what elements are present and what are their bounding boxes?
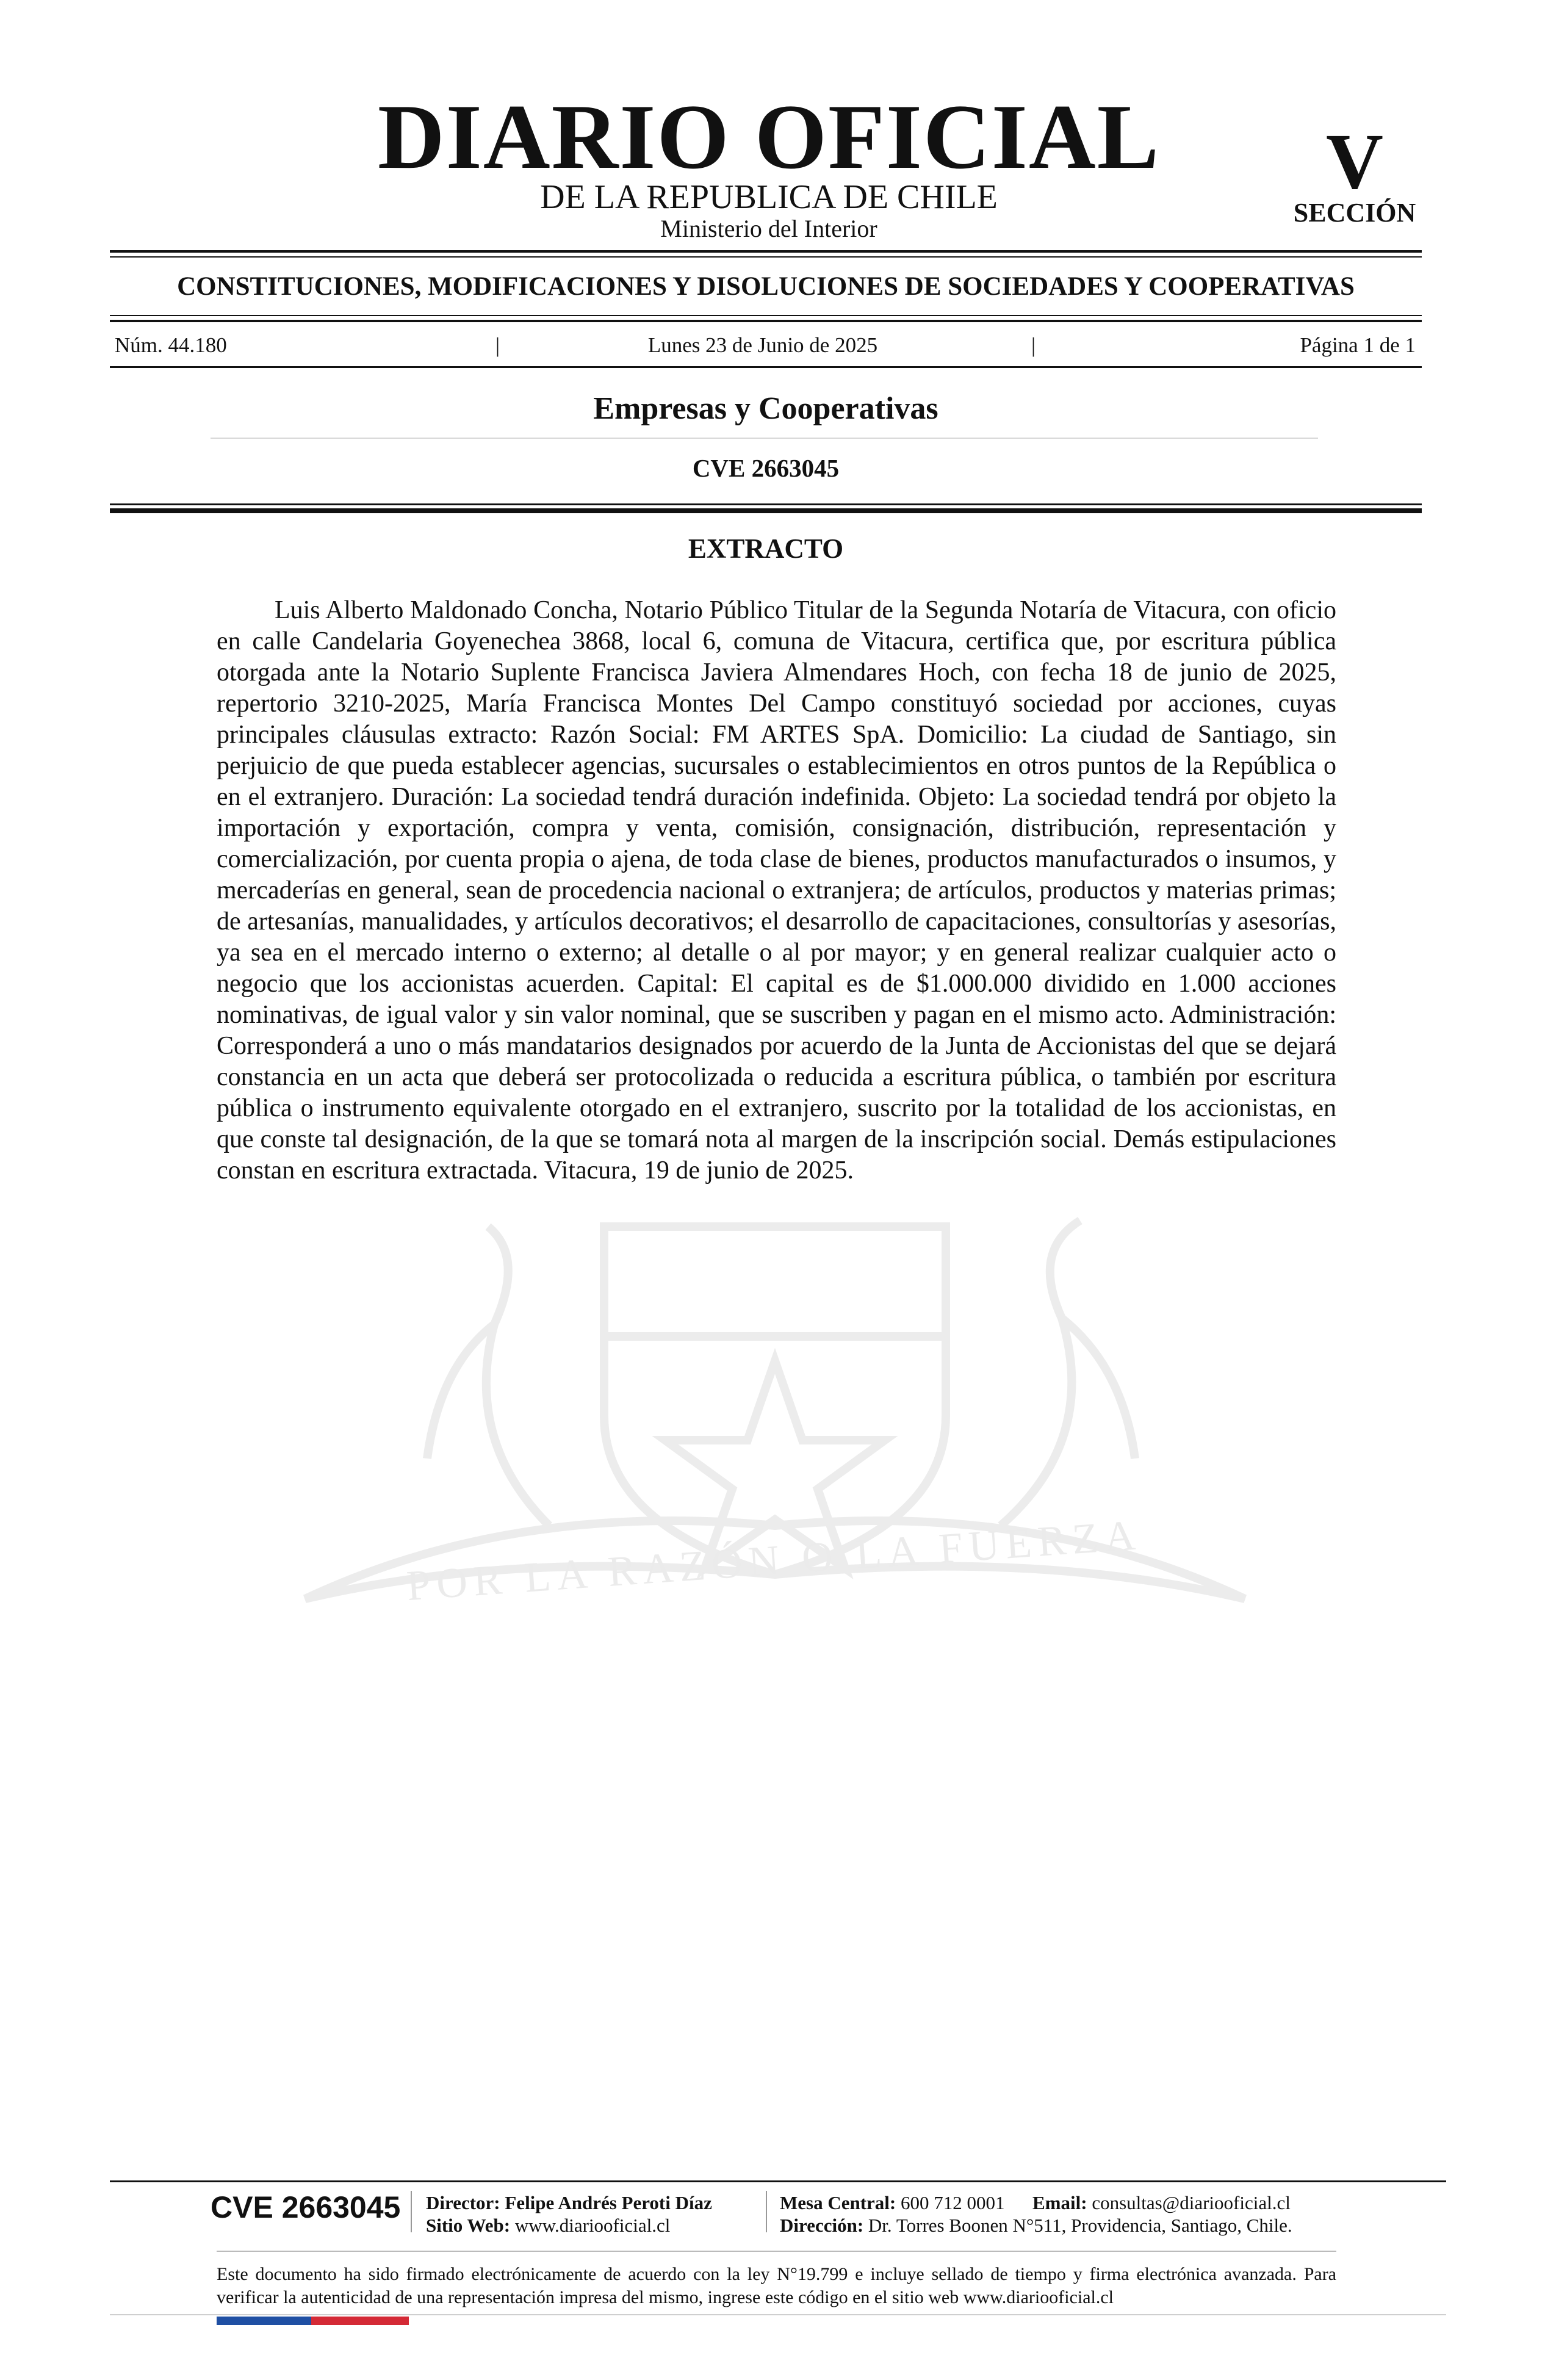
- director-name: Felipe Andrés Peroti Díaz: [505, 2192, 712, 2213]
- phone-number: 600 712 0001: [901, 2192, 1005, 2213]
- flag-stripe-red: [311, 2317, 409, 2325]
- footer-bottom-rule: [110, 2314, 1446, 2315]
- issue-date: Lunes 23 de Junio de 2025: [647, 333, 878, 357]
- masthead-subtitle: DE LA REPUBLICA DE CHILE: [540, 178, 998, 216]
- banner-rule-bottom: [110, 320, 1422, 322]
- footer-rule: [110, 2180, 1446, 2182]
- coat-of-arms-watermark: [207, 1184, 1342, 1672]
- motto-text: POR LA RAZÓN O LA FUERZA: [405, 1512, 1143, 1610]
- footer-contact-line: [780, 2191, 1291, 2215]
- section-banner: CONSTITUCIONES, MODIFICACIONES Y DISOLUCIONES DE SOCIEDADES Y COOPERATIVAS: [177, 272, 1355, 301]
- web-url: www.diariooficial.cl: [514, 2215, 671, 2236]
- cve-rule-top: [110, 503, 1422, 505]
- masthead-rule-top: [110, 250, 1422, 253]
- footer-web-line: [426, 2214, 670, 2237]
- footer-notice-divider: [217, 2251, 1336, 2252]
- category-title: Empresas y Cooperativas: [593, 391, 938, 426]
- section-word: SECCIÓN: [1293, 198, 1416, 228]
- cve-rule-bottom: [110, 508, 1422, 513]
- footer-director-line: [426, 2191, 712, 2215]
- signature-notice: Este documento ha sido firmado electrónicamente de acuerdo con la ley N°19.799 e incluye sellado de tiempo y firma electrónica avanzada. Para verificar la autenticidad de una representación impresa del mismo, ingrese este código en el sitio web www.diariooficial.cl: [217, 2264, 1336, 2307]
- meta-separator-left: |: [495, 333, 500, 357]
- web-label: Sitio Web:: [426, 2215, 511, 2236]
- masthead-title: DIARIO OFICIAL: [377, 85, 1161, 188]
- masthead-rule-bottom: [110, 256, 1422, 258]
- address-value: Dr. Torres Boonen N°511, Providencia, Santiago, Chile.: [868, 2215, 1292, 2236]
- banner-rule-top: [110, 315, 1422, 316]
- meta-separator-right: |: [1031, 333, 1036, 357]
- email-address: consultas@diariooficial.cl: [1092, 2192, 1291, 2213]
- huemul-figure: [427, 1227, 549, 1526]
- cve-heading: CVE 2663045: [692, 454, 840, 482]
- section-letter: V: [1326, 118, 1383, 206]
- extract-heading: EXTRACTO: [688, 533, 844, 564]
- masthead-ministry: Ministerio del Interior: [660, 215, 877, 242]
- address-label: Dirección:: [780, 2215, 864, 2236]
- footer-address-line: [780, 2214, 1292, 2237]
- director-label: Director:: [426, 2192, 500, 2213]
- extract-body: Luis Alberto Maldonado Concha, Notario Público Titular de la Segunda Notaría de Vitacura, con oficio en calle Candelaria Goyenechea 3868, local 6, comuna de Vitacura, certifica que, por escritura pública otorgada ante la Notario Suplente Francisca Javiera Almendares Hoch, con fecha 18 de junio de 2025, repertorio 3210-2025, María Francisca Montes Del Campo constituyó sociedad por acciones, cuyas principales cláusulas extracto: Razón Social: FM ARTES SpA. Domicilio: La ciudad de Santiago, sin perjuicio de que pueda establecer agencias, sucursales o establecimientos en otros puntos de la República o en el extranjero. Duración: La sociedad tendrá duración indefinida. Objeto: La sociedad tendrá por objeto la importación y exportación, compra y venta, comisión, consignación, distribución, representación y comercialización, por cuenta propia o ajena, de toda clase de bienes, productos manufacturados o insumos, y mercaderías en general, sean de procedencia nacional o extranjera; de artículos, productos y materias primas; de artesanías, manualidades, y artículos decorativos; el desarrollo de capacitaciones, consultorías y asesorías, ya sea en el mercado interno o externo; al detalle o al por mayor; y en general realizar cualquier acto o negocio que los accionistas acuerden. Capital: El capital es de $1.000.000 dividido en 1.000 acciones nominativas, de igual valor y sin valor nominal, que se suscriben y pagan en el mismo acto. Administración: Corresponderá a uno o más mandatarios designados por acuerdo de la Junta de Accionistas del que se dejará constancia en un acta que deberá ser protocolizada o reducida a escritura pública, o también por escritura pública o instrumento equivalente otorgado en el extranjero, suscrito por la totalidad de los accionistas, en que conste tal designación, de la que se tomará nota al margen de la inscripción social. Demás estipulaciones constan en escritura extractada. Vitacura, 19 de junio de 2025.: [217, 596, 1336, 1185]
- phone-label: Mesa Central:: [780, 2192, 896, 2213]
- email-label: Email:: [1032, 2192, 1087, 2213]
- flag-stripe-blue: [217, 2317, 311, 2325]
- footer-separator-2: [766, 2191, 767, 2232]
- condor-figure: [1001, 1221, 1135, 1526]
- category-divider: [211, 438, 1318, 439]
- issue-number: Núm. 44.180: [115, 333, 227, 357]
- meta-rule: [110, 366, 1422, 368]
- footer-cve-code: CVE 2663045: [211, 2190, 401, 2224]
- footer-separator-1: [411, 2191, 412, 2232]
- page-indicator: Página 1 de 1: [1300, 333, 1416, 357]
